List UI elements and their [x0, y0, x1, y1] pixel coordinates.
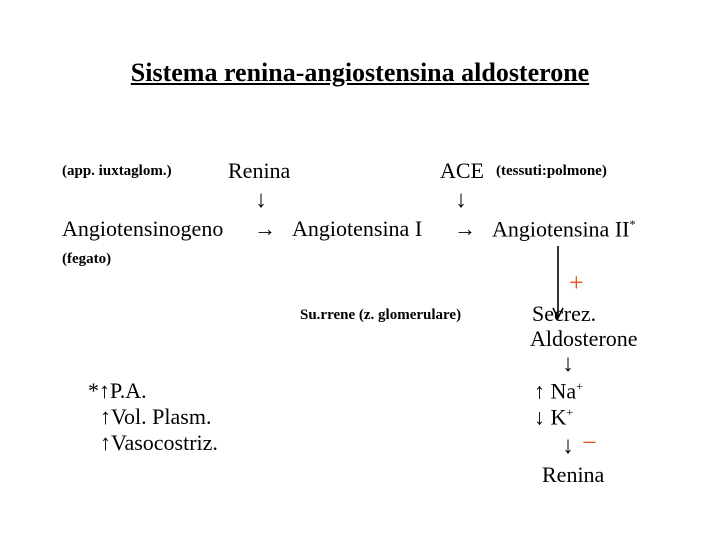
up-arrow-icon: ↑ — [99, 378, 110, 403]
aldosterone-label: Aldosterone — [530, 326, 638, 351]
renina-label: Renina — [228, 158, 291, 183]
renina-bottom-label: Renina — [542, 462, 605, 487]
angiotensina-1-label: Angiotensina I — [292, 216, 423, 241]
up-arrow-icon: ↑ — [100, 430, 111, 455]
sodium-increase: ↑ Na+ — [534, 378, 583, 404]
right-arrow-icon: → — [454, 216, 476, 241]
effect-plasma-volume: ↑Vol. Plasm. — [100, 404, 212, 429]
ace-label: ACE — [440, 158, 484, 183]
right-arrow-icon: → — [254, 216, 276, 241]
asterisk-mark: * — [629, 217, 636, 231]
aldosterone-down-arrow-icon: ↓ — [562, 351, 574, 377]
up-arrow-icon: ↑ — [534, 378, 551, 404]
fegato-label: (fegato) — [62, 251, 112, 267]
ace-source-label: (tessuti:polmone) — [496, 163, 607, 179]
renina-down-arrow-icon: ↓ — [255, 187, 267, 213]
down-arrow-icon: ↓ — [534, 404, 551, 430]
potassium-decrease: ↓ K+ — [534, 404, 574, 430]
inhibition-minus-sign: − — [582, 428, 597, 457]
effect-pressure: *↑P.A. — [88, 378, 147, 403]
secrez-label: Secrez. — [532, 301, 597, 326]
up-arrow-icon: ↑ — [100, 404, 111, 429]
ace-down-arrow-icon: ↓ — [455, 187, 467, 213]
angiotensinogeno-label: Angiotensinogeno — [62, 216, 224, 241]
renina-inhibit-down-arrow-icon: ↓ — [562, 433, 574, 459]
iuxtaglomerular-label: (app. iuxtaglom.) — [62, 163, 172, 179]
diagram-title: Sistema renina-angiostensina aldosterone — [130, 58, 590, 87]
angiotensina-2-label: Angiotensina II* — [492, 216, 636, 242]
surrene-label: Su.rrene (z. glomerulare) — [300, 307, 462, 323]
effect-vasoconstriction: ↑Vasocostriz. — [100, 430, 218, 455]
stimulation-plus-sign: + — [569, 268, 584, 297]
